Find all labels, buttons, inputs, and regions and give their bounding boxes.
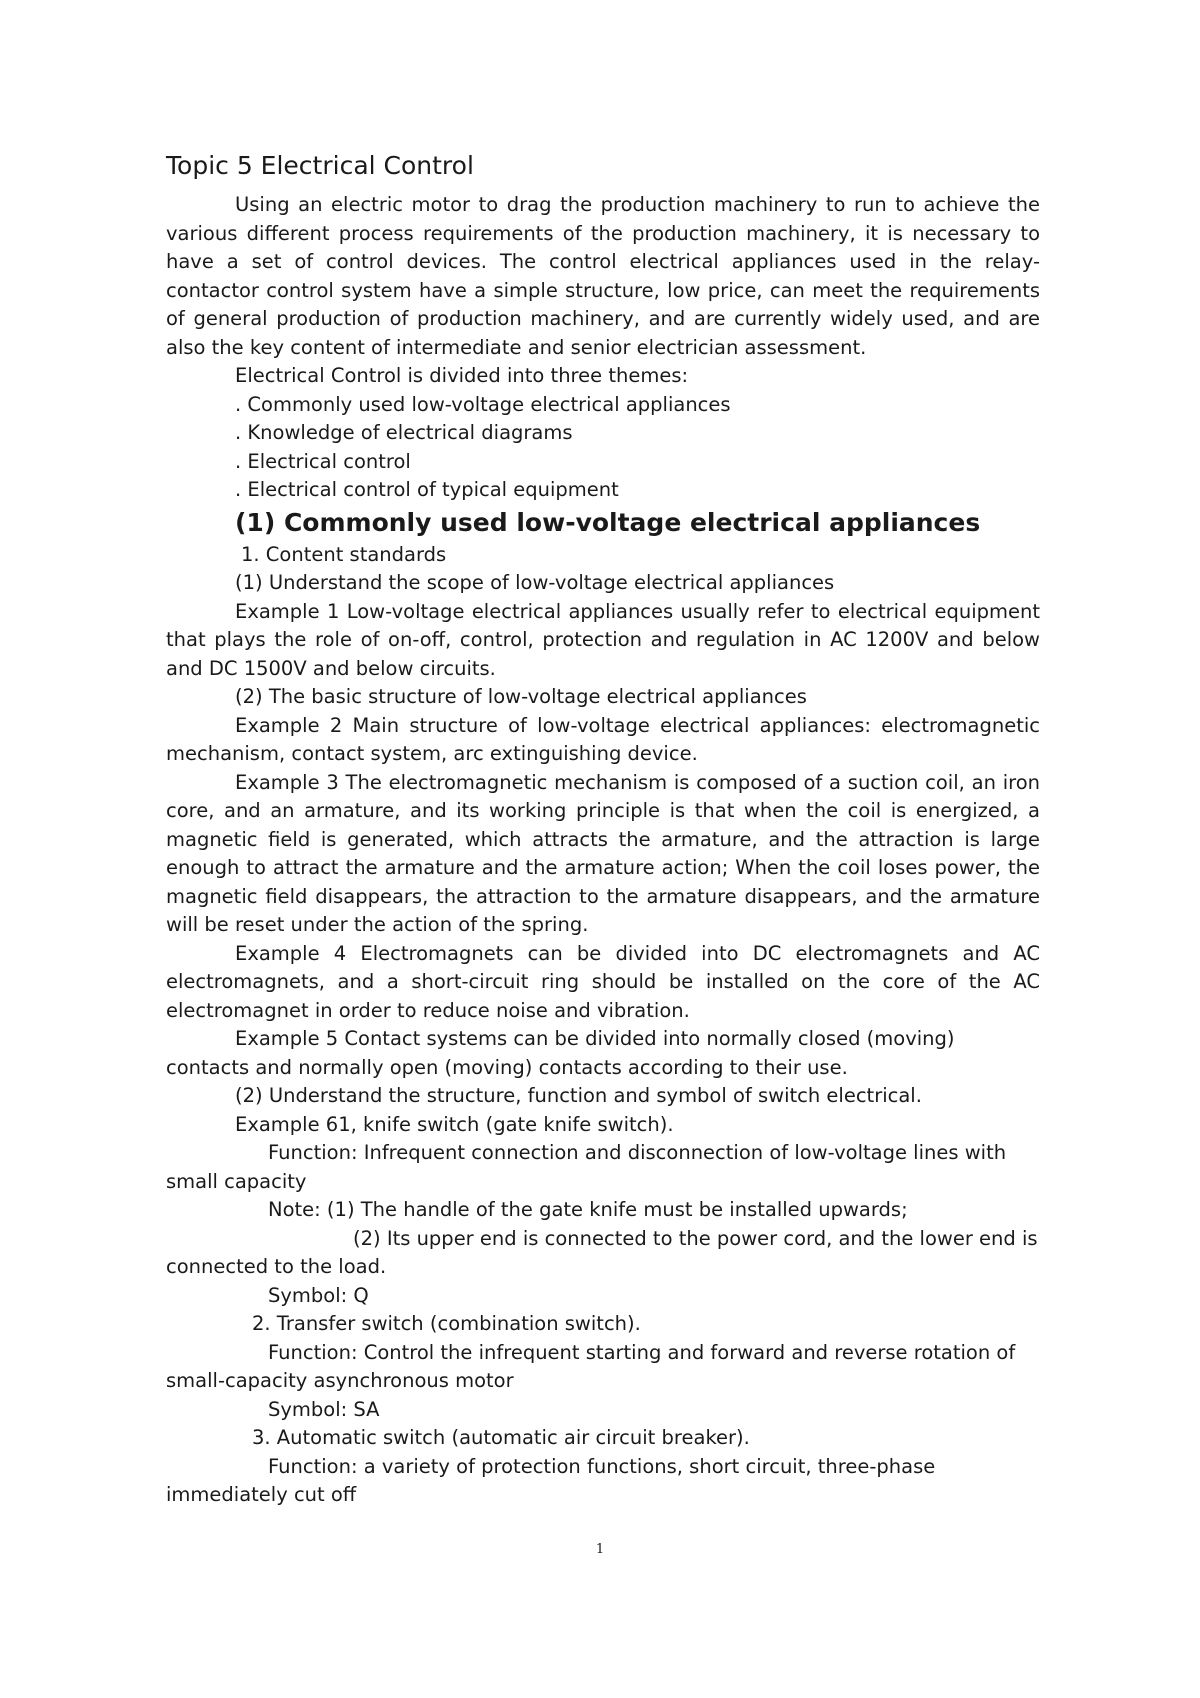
example-3: Example 3 The electromagnetic mechanism is composed of a suction coil, an iron core, and an armature, and its working principle is that when the coil is energized, a magnetic field is generated, which attracts the armature, and the attraction is large enough to attract the armature and the armature action; When the coil loses power, the magnetic field disappears, the attraction to the armature disappears, and the armature will be reset under the action of the spring. xyxy=(166,770,1040,936)
knife-note-1: Note: (1) The handle of the gate knife must be installed upwards; xyxy=(268,1198,908,1221)
theme-item: . Electrical control xyxy=(235,449,411,473)
page-number: 1 xyxy=(595,1542,605,1557)
page-content xyxy=(166,148,1040,1510)
auto-heading: 3. Automatic switch (automatic air circuit breaker). xyxy=(252,1426,750,1449)
page-title: Topic 5 Electrical Control xyxy=(166,151,474,180)
auto-function: Function: a variety of protection functions, short circuit, three-phase immediately cut off xyxy=(166,1454,936,1506)
example-1: Example 1 Low-voltage electrical appliances usually refer to electrical equipment that plays the role of on-off, control, protection and regulation in AC 1200V and below and DC 1500V and below circuits. xyxy=(166,599,1040,680)
themes-intro: Electrical Control is divided into three themes: xyxy=(235,364,689,387)
scope-heading: (1) Understand the scope of low-voltage electrical appliances xyxy=(235,571,835,594)
theme-item: . Electrical control of typical equipment xyxy=(235,478,619,501)
knife-function: Function: Infrequent connection and disconnection of low-voltage lines with small capacity xyxy=(166,1141,1007,1193)
switch-heading: (2) Understand the structure, function and symbol of switch electrical. xyxy=(235,1084,922,1107)
content-standards: 1. Content standards xyxy=(241,542,447,566)
theme-item: . Knowledge of electrical diagrams xyxy=(235,421,573,444)
structure-heading: (2) The basic structure of low-voltage electrical appliances xyxy=(235,685,807,708)
section-heading: (1) Commonly used low-voltage electrical appliances xyxy=(235,507,981,537)
example-6: Example 61, knife switch (gate knife switch). xyxy=(235,1112,674,1136)
example-2: Example 2 Main structure of low-voltage electrical appliances: electromagnetic mechanism, contact system, arc extinguishing device. xyxy=(166,713,1040,765)
theme-item: . Commonly used low-voltage electrical appliances xyxy=(235,392,731,416)
example-4: Example 4 Electromagnets can be divided into DC electromagnets and AC electromagnets, and a short-circuit ring should be installed on the core of the AC electromagnet in order to reduce noise and vibration. xyxy=(166,941,1040,1022)
knife-note-2: (2) Its upper end is connected to the power cord, and the lower end is connected to the load. xyxy=(166,1226,1038,1278)
transfer-function: Function: Control the infrequent starting and forward and reverse rotation of small-capacity asynchronous motor xyxy=(166,1340,1016,1392)
transfer-symbol: Symbol: SA xyxy=(268,1397,380,1421)
intro-paragraph: Using an electric motor to drag the production machinery to run to achieve the various different process requirements of the production machinery, it is necessary to have a set of control devices. The control electrical appliances used in the relay-contactor control system have a simple structure, low price, can meet the requirements of general production of production machinery, and are currently widely used, and are also the key content of intermediate and senior electrician assessment. xyxy=(166,193,1040,359)
transfer-heading: 2. Transfer switch (combination switch). xyxy=(252,1312,641,1335)
knife-symbol: Symbol: Q xyxy=(268,1283,369,1307)
example-5: Example 5 Contact systems can be divided into normally closed (moving) contacts and normally open (moving) contacts according to their use. xyxy=(166,1027,955,1079)
